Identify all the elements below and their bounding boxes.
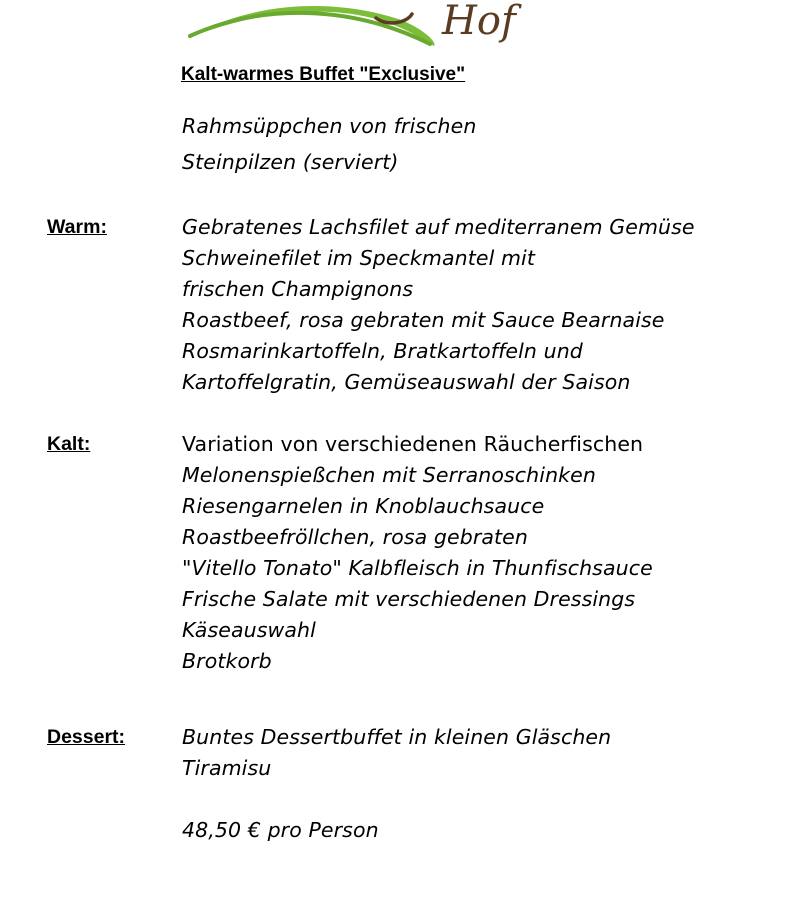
section-label-dessert: Dessert: [47,726,126,748]
logo-swoosh-stroke [190,13,430,44]
kalt-item: Roastbeefröllchen, rosa gebraten [182,525,528,549]
warm-item: Roastbeef, rosa gebraten mit Sauce Bearnaise [182,308,665,332]
warm-item: frischen Champignons [182,277,414,301]
section-label-warm: Warm: [47,216,107,238]
warm-item: Kartoffelgratin, Gemüseauswahl der Saison [182,370,631,394]
warm-item: Rosmarinkartoffeln, Bratkartoffeln und [182,339,583,363]
kalt-item: Frische Salate mit verschiedenen Dressings [182,587,636,611]
section-label-kalt: Kalt: [47,433,91,455]
logo [180,0,540,52]
warm-item: Gebratenes Lachsfilet auf mediterranem Gemüse [182,215,695,239]
menu-title: Kalt-warmes Buffet "Exclusive" [181,64,466,85]
kalt-item: "Vitello Tonato" Kalbfleisch in Thunfischsauce [182,556,653,580]
price: 48,50 € pro Person [182,818,379,842]
kalt-item: Riesengarnelen in Knoblauchsauce [182,494,545,518]
kalt-item: Käseauswahl [182,618,316,642]
soup-line: Rahmsüppchen von frischen [182,114,477,138]
soup-line: Steinpilzen (serviert) [182,150,399,174]
logo-script-text: Hof [442,0,516,44]
logo-graphic [180,0,540,52]
kalt-item: Melonenspießchen mit Serranoschinken [182,463,596,487]
kalt-item: Brotkorb [182,649,272,673]
warm-item: Schweinefilet im Speckmantel mit [182,246,535,270]
dessert-item: Buntes Dessertbuffet in kleinen Gläschen [182,725,612,749]
dessert-item: Tiramisu [182,756,272,780]
kalt-item: Variation von verschiedenen Räucherfischen [182,432,644,456]
